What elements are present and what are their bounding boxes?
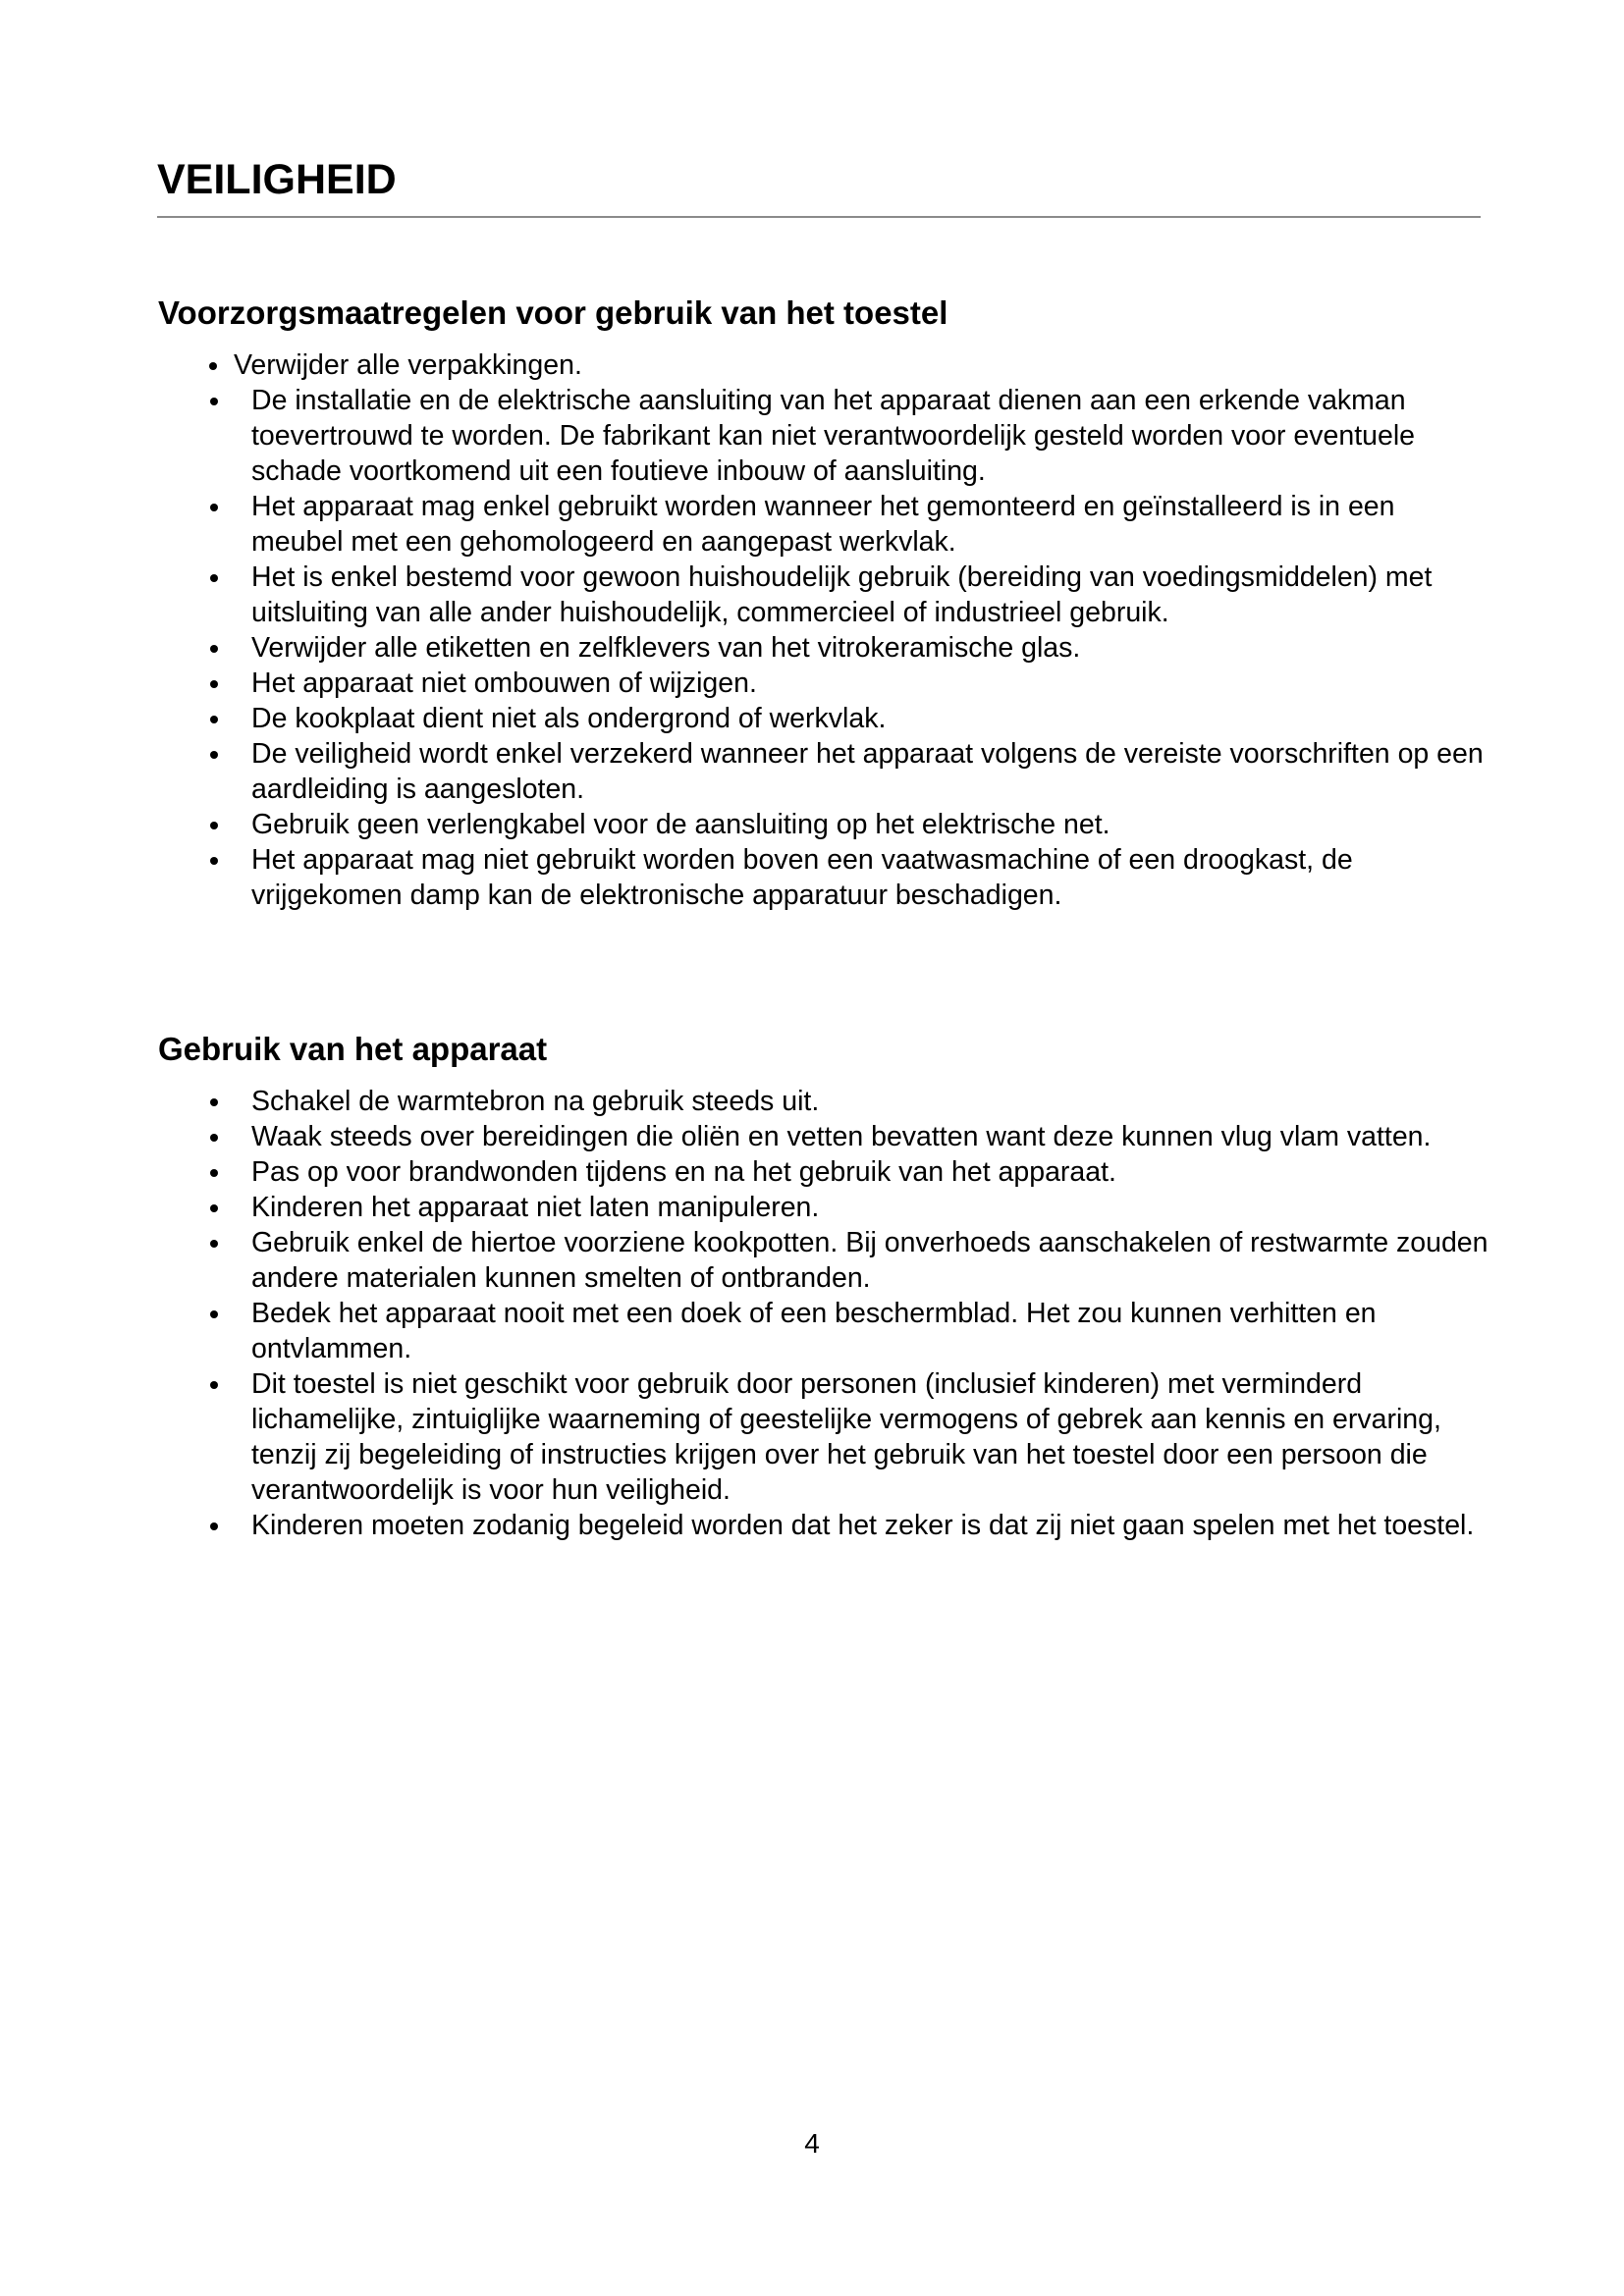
- bullet-icon: [210, 716, 218, 723]
- bullet-icon: [210, 822, 218, 829]
- list-item: [0, 383, 1489, 489]
- bullet-icon: [210, 1522, 218, 1530]
- bullet-icon: [210, 398, 218, 405]
- bullet-icon: [210, 1204, 218, 1212]
- bullet-icon: [209, 362, 217, 370]
- list-item-text: Waak steeds over bereidingen die oliën en vetten bevatten want deze kunnen vlug vlam vatten.: [251, 1121, 1432, 1152]
- page-title: VEILIGHEID: [157, 156, 397, 203]
- list-item: [0, 1366, 1489, 1508]
- section-heading-usage: Gebruik van het apparaat: [158, 1031, 548, 1067]
- list-item: [0, 1154, 1489, 1190]
- precautions-list: [0, 347, 1624, 913]
- list-item-text: Het apparaat mag enkel gebruikt worden wanneer het gemonteerd en geïnstalleerd is in een meubel met een gehomologeerd en aangepast werkvlak.: [251, 491, 1395, 558]
- list-item-text: Dit toestel is niet geschikt voor gebruik door personen (inclusief kinderen) met verminderd lichamelijke, zintuiglijke waarneming of geestelijke vermogens of gebrek aan kennis en ervaring, tenzij zij begeleiding of instructies krijgen over het gebruik van het toestel door een persoon die verantwoordelijk is voor hun veiligheid.: [251, 1368, 1441, 1506]
- list-item: [0, 630, 1489, 666]
- list-item: [0, 1119, 1489, 1154]
- list-item: [0, 701, 1489, 736]
- list-item-text: Kinderen moeten zodanig begeleid worden dat het zeker is dat zij niet gaan spelen met het toestel.: [251, 1510, 1475, 1541]
- list-item: [0, 1225, 1489, 1296]
- list-item: [0, 1296, 1489, 1366]
- list-item-text: Verwijder alle etiketten en zelfklevers van het vitrokeramische glas.: [251, 632, 1081, 664]
- list-item-text: Gebruik geen verlengkabel voor de aansluiting op het elektrische net.: [251, 809, 1110, 840]
- list-item-text: Verwijder alle verpakkingen.: [234, 349, 582, 381]
- page-number: 4: [804, 2128, 820, 2159]
- bullet-icon: [210, 1134, 218, 1142]
- list-item-text: Het is enkel bestemd voor gewoon huishoudelijk gebruik (bereiding van voedingsmiddelen) met uitsluiting van alle ander huishoudelijk, commercieel of industrieel gebruik.: [251, 561, 1433, 628]
- section-heading-precautions: Voorzorgsmaatregelen voor gebruik van het toestel: [158, 294, 948, 331]
- list-item-text: Gebruik enkel de hiertoe voorziene kookpotten. Bij onverhoeds aanschakelen of restwarmte zouden andere materialen kunnen smelten of ontbranden.: [251, 1227, 1489, 1294]
- bullet-icon: [210, 504, 218, 511]
- bullet-icon: [210, 1381, 218, 1389]
- bullet-icon: [210, 645, 218, 653]
- list-item-text: Schakel de warmtebron na gebruik steeds uit.: [251, 1086, 820, 1117]
- list-item-text: Bedek het apparaat nooit met een doek of een beschermblad. Het zou kunnen verhitten en ontvlammen.: [251, 1298, 1377, 1364]
- list-item-text: Pas op voor brandwonden tijdens en na het gebruik van het apparaat.: [251, 1156, 1116, 1188]
- usage-list: [0, 1084, 1624, 1543]
- bullet-icon: [210, 857, 218, 865]
- list-item: [0, 1190, 1489, 1225]
- bullet-icon: [210, 1098, 218, 1106]
- list-item: [0, 807, 1489, 842]
- title-divider: [157, 216, 1481, 218]
- list-item: [0, 489, 1489, 560]
- bullet-icon: [210, 1169, 218, 1177]
- list-item: [0, 666, 1489, 701]
- bullet-icon: [210, 1240, 218, 1248]
- list-item-text: De installatie en de elektrische aansluiting van het apparaat dienen aan een erkende vakman toevertrouwd te worden. De fabrikant kan niet verantwoordelijk gesteld worden voor eventuele schade voortkomend uit een foutieve inbouw of aansluiting.: [251, 385, 1416, 487]
- list-item-text: Kinderen het apparaat niet laten manipuleren.: [251, 1192, 820, 1223]
- bullet-icon: [210, 751, 218, 759]
- list-item-text: Het apparaat mag niet gebruikt worden boven een vaatwasmachine of een droogkast, de vrijgekomen damp kan de elektronische apparatuur beschadigen.: [251, 844, 1353, 911]
- list-item-text: De veiligheid wordt enkel verzekerd wanneer het apparaat volgens de vereiste voorschriften op een aardleiding is aangesloten.: [251, 738, 1484, 805]
- bullet-icon: [210, 574, 218, 582]
- list-item-text: De kookplaat dient niet als ondergrond of werkvlak.: [251, 703, 887, 734]
- list-item: [0, 1084, 1489, 1119]
- bullet-icon: [210, 680, 218, 688]
- list-item: [0, 842, 1489, 913]
- bullet-icon: [210, 1310, 218, 1318]
- list-item-text: Het apparaat niet ombouwen of wijzigen.: [251, 667, 757, 699]
- list-item: [0, 347, 1471, 383]
- list-item: [0, 736, 1489, 807]
- list-item: [0, 1508, 1489, 1543]
- list-item: [0, 560, 1489, 630]
